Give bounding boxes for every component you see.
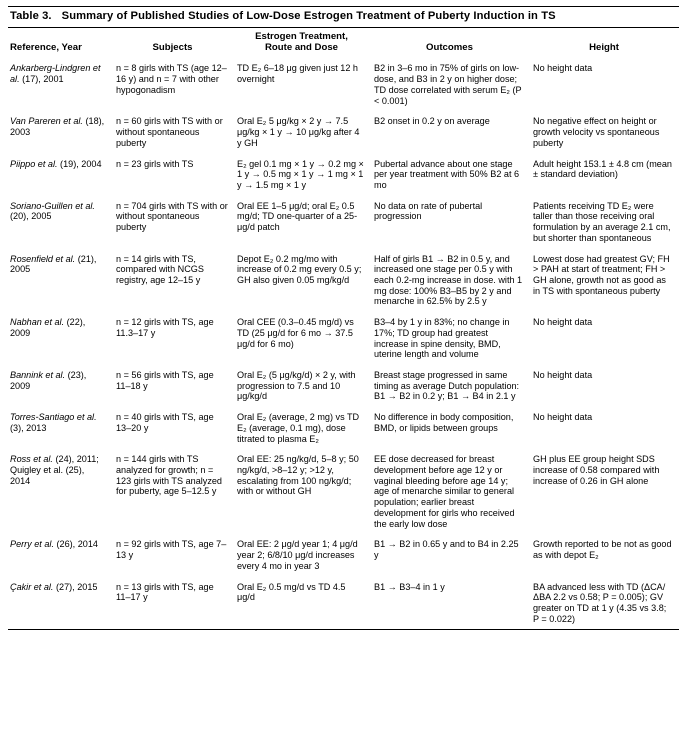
column-header-treatment-line2: Route and Dose [264, 41, 339, 53]
cell-subjects: n = 704 girls with TS with or without spontaneous puberty [116, 200, 228, 233]
reference-authors: Van Pareren et al. [10, 116, 83, 127]
cell-height: Growth reported to be not as good as with depot E₂ [533, 539, 672, 561]
table-row [8, 154, 679, 196]
cell-outcomes: No data on rate of pubertal progression [374, 200, 483, 222]
cell-reference [8, 577, 112, 630]
cell-treatment: Depot E₂ 0.2 mg/mo with increase of 0.2 mg every 0.5 y; GH also given 0.05 mg/kg/d [237, 253, 362, 285]
reference-citation: (27), 2015 [53, 581, 98, 592]
cell-subjects: n = 23 girls with TS [116, 158, 194, 169]
reference-citation: (20), 2005 [10, 211, 52, 222]
reference-citation: (17), 2001 [19, 74, 64, 85]
cell-height: BA advanced less with TD (ΔCA/ΔBA 2.2 vs 0.58; P = 0.005); GV greater on TD at 1 y (4.35 vs 3.8; P = 0.022) [533, 581, 667, 624]
column-header-treatment-line1: Estrogen Treatment, [255, 31, 348, 42]
column-header-subjects: Subjects [152, 41, 193, 53]
cell-subjects: n = 14 girls with TS, compared with NCGS registry, age 12–15 y [116, 253, 204, 285]
cell-treatment: Oral EE: 25 ng/kg/d, 5–8 y; 50 ng/kg/d, >8–12 y; >12 y, escalating from 100 ng/kg/d; with or without GH [237, 454, 359, 497]
table-row [8, 365, 679, 407]
header-row [8, 28, 679, 58]
reference-authors: Torres-Santiago et al. [10, 412, 97, 423]
cell-outcomes: B1 → B2 in 0.65 y and to B4 in 2.25 y [374, 539, 519, 561]
cell-reference [8, 449, 112, 534]
table-bottom-rule [8, 629, 679, 630]
cell-height: No height data [533, 63, 593, 74]
reference-authors: Soriano-Guillen et al. [10, 200, 95, 211]
reference-authors: Ross et al. [10, 454, 53, 465]
cell-outcomes: B1 → B3–4 in 1 y [374, 581, 445, 592]
cell-outcomes: No difference in body composition, BMD, or lipids between groups [374, 412, 514, 433]
cell-outcomes: B2 in 3–6 mo in 75% of girls on low-dose, and B3 in 2 y on higher dose; TD dose correlated with serum E₂ (P < 0.001) [374, 63, 522, 106]
reference-authors: Ankarberg-Lindgren et al. [10, 63, 101, 85]
reference-authors: Nabhan et al. [10, 317, 65, 328]
cell-reference [8, 312, 112, 365]
table-row [8, 196, 679, 249]
cell-reference [8, 111, 112, 153]
cell-height: GH plus EE group height SDS increase of 0.58 compared with increase of 0.26 in GH alone [533, 454, 660, 486]
cell-subjects: n = 8 girls with TS (age 12–16 y) and n = 7 with other hypogonadism [116, 63, 227, 95]
table-row [8, 58, 679, 111]
cell-treatment: E₂ gel 0.1 mg × 1 y → 0.2 mg × 1 y → 0.5 mg × 1 y → 1 mg × 1 y → 1.5 mg × 1 y [237, 158, 364, 190]
table-row [8, 407, 679, 449]
cell-treatment: Oral CEE (0.3–0.45 mg/d) vs TD (25 μg/d for 6 mo → 37.5 μg/d for 6 mo) [237, 317, 354, 349]
cell-outcomes: EE dose decreased for breast development before age 12 y or vaginal bleeding before age 14 y; age of menarche similar to general population; earlier breast development for girls who received the early low dose [374, 454, 515, 529]
table-caption-number: Table 3. [10, 10, 52, 22]
table-row [8, 449, 679, 534]
column-header-treatment [233, 28, 370, 58]
reference-citation: (19), 2004 [57, 158, 102, 169]
reference-authors: Çakir et al. [10, 581, 54, 592]
cell-height: No negative effect on height or growth velocity vs spontaneous puberty [533, 116, 660, 148]
reference-citation: (18), 2003 [10, 116, 105, 138]
cell-outcomes: B2 onset in 0.2 y on average [374, 116, 490, 127]
reference-authors: Perry et al. [10, 539, 54, 550]
reference-citation: (3), 2013 [10, 422, 47, 433]
reference-authors: Piippo et al. [10, 158, 58, 169]
table-header [8, 28, 679, 58]
cell-reference [8, 58, 112, 111]
cell-treatment: Oral EE: 2 μg/d year 1; 4 μg/d year 2; 6/8/10 μg/d increases every 4 mo in year 3 [237, 539, 358, 571]
studies-table [8, 28, 679, 629]
reference-citation: (21), 2005 [10, 253, 97, 275]
reference-authors: Rosenfield et al. [10, 253, 76, 264]
cell-subjects: n = 92 girls with TS, age 7–13 y [116, 539, 227, 561]
cell-subjects: n = 40 girls with TS, age 13–20 y [116, 412, 214, 433]
reference-authors: Bannink et al. [10, 370, 66, 380]
cell-reference [8, 407, 112, 449]
cell-height: No height data [533, 317, 593, 328]
cell-treatment: TD E₂ 6–18 μg given just 12 h overnight [237, 63, 358, 85]
cell-treatment: Oral E₂ (average, 2 mg) vs TD E₂ (average, 0.1 mg), dose titrated to plasma E₂ [237, 412, 360, 444]
cell-outcomes: Pubertal advance about one stage per year treatment with 50% B2 at 6 mo [374, 158, 520, 190]
table-body [8, 58, 679, 629]
cell-reference [8, 154, 112, 196]
column-header-height: Height [589, 41, 619, 53]
cell-height: Patients receiving TD E₂ were taller than those receiving oral formulation by an average 2.1 cm, but shorter than spontaneous [533, 200, 671, 243]
table-row [8, 111, 679, 153]
column-header-reference: Reference, Year [10, 41, 82, 53]
cell-height: No height data [533, 370, 593, 380]
reference-citation: (23), 2009 [10, 370, 87, 391]
cell-treatment: Oral E₂ 0.5 mg/d vs TD 4.5 μg/d [237, 581, 346, 603]
reference-citation: (24), 2011; Quigley et al. (25), 2014 [10, 454, 99, 486]
cell-height: Lowest dose had greatest GV; FH > PAH at start of treatment; FH > GH alone, growth not as good as in TS with spontaneous puberty [533, 253, 670, 296]
table-caption [8, 7, 679, 27]
cell-outcomes: B3–4 by 1 y in 83%; no change in 17%; TD group had greatest increase in spine density, BMD, uterine length and volume [374, 317, 510, 360]
cell-treatment: Oral E₂ 5 μg/kg × 2 y → 7.5 μg/kg × 1 y → 10 μg/kg after 4 y GH [237, 116, 360, 148]
cell-subjects: n = 56 girls with TS, age 11–18 y [116, 370, 214, 391]
cell-reference [8, 365, 112, 407]
cell-height: No height data [533, 412, 593, 423]
cell-outcomes: Breast stage progressed in same timing as average Dutch population: B1 → B2 in 0.2 y; B1 → B4 in 2.1 y [374, 370, 520, 402]
table-caption-text: Summary of Published Studies of Low-Dose Estrogen Treatment of Puberty Induction in TS [61, 10, 556, 22]
cell-subjects: n = 144 girls with TS analyzed for growth; n = 123 girls with TS analyzed for puberty, age 5–12.5 y [116, 454, 222, 497]
cell-reference [8, 534, 112, 576]
cell-reference [8, 249, 112, 313]
reference-citation: (22), 2009 [10, 317, 86, 338]
cell-height: Adult height 153.1 ± 4.8 cm (mean ± standard deviation) [533, 158, 672, 180]
table-row [8, 577, 679, 630]
cell-subjects: n = 12 girls with TS, age 11.3–17 y [116, 317, 214, 338]
cell-reference [8, 196, 112, 249]
cell-subjects: n = 13 girls with TS, age 11–17 y [116, 581, 214, 603]
cell-subjects: n = 60 girls with TS with or without spontaneous puberty [116, 116, 223, 148]
cell-treatment: Oral E₂ (5 μg/kg/d) × 2 y, with progression to 7.5 and 10 μg/kg/d [237, 370, 356, 402]
table-row [8, 534, 679, 576]
cell-treatment: Oral EE 1–5 μg/d; oral E₂ 0.5 mg/d; TD one-quarter of a 25-μg/d patch [237, 200, 358, 233]
cell-outcomes: Half of girls B1 → B2 in 0.5 y, and increased one stage per 0.5 y with each 0.2-mg increase in dose. with 1 mg dose: 100% B3–B5 by 2 y and menarche in 62.5% by 2.5 y [374, 253, 523, 307]
table-row [8, 249, 679, 313]
reference-citation: (26), 2014 [53, 539, 98, 550]
table-row [8, 312, 679, 365]
column-header-outcomes: Outcomes [426, 41, 473, 53]
